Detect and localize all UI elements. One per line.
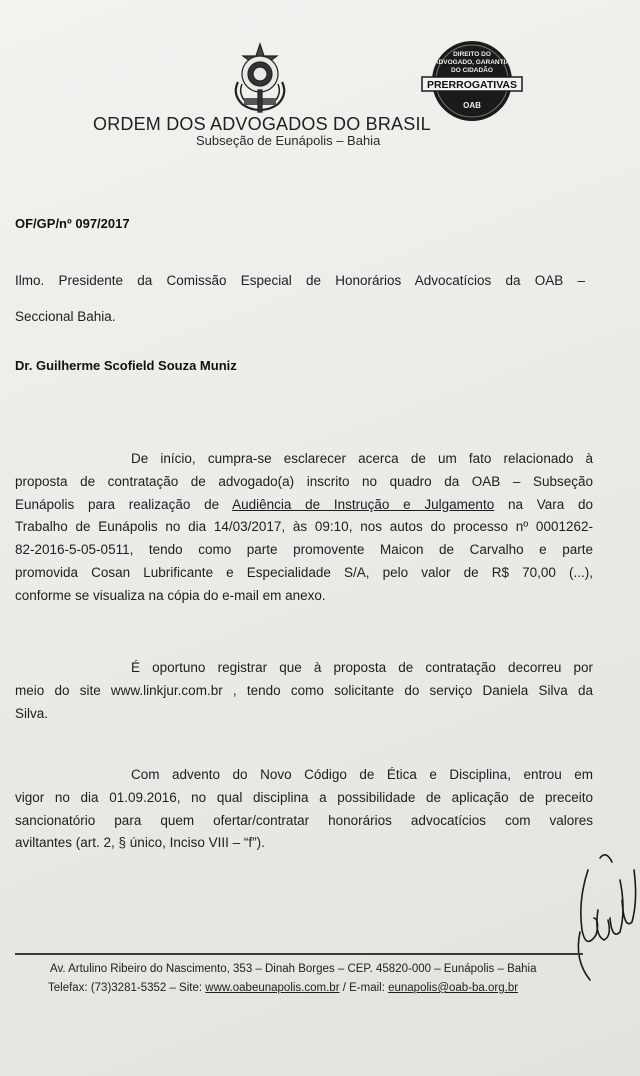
paragraph-line: meio do site www.linkjur.com.br , tendo como solicitante do serviço Daniela Silva da [15, 682, 593, 698]
paragraph-line: sancionatório para quem ofertar/contratar honorários advocatícios com valores [15, 812, 593, 828]
footer-contact [48, 982, 578, 994]
body-paragraph-3 [15, 764, 593, 855]
handwritten-signature [560, 840, 640, 1000]
footer-phone: Telefax: (73)3281-5352 – Site: [48, 982, 206, 994]
paragraph-line: proposta de contratação de advogado(a) inscrito no quadro da OAB – Subseção [15, 473, 593, 489]
addressee-line-2: Seccional Bahia. [15, 309, 116, 324]
paragraph-line: 82-2016-5-05-0511, tendo como parte promovente Maicon de Carvalho e parte [15, 542, 593, 558]
prerrogativas-seal [420, 38, 524, 124]
paragraph-line: Trabalho de Eunápolis no dia 14/03/2017, às 09:10, nos autos do processo nº 0001262- [15, 519, 593, 535]
paragraph-line: Com advento do Novo Código de Ética e Disciplina, entrou em [131, 767, 593, 782]
footer-divider [15, 953, 583, 955]
paragraph-line: conforme se visualiza na cópia do e-mail em anexo. [15, 587, 326, 603]
footer-email-label: / E-mail: [339, 982, 389, 994]
document-reference: OF/GP/nº 097/2017 [15, 216, 130, 231]
seal-line3: DO CIDADÃO [451, 67, 493, 74]
paragraph-line: Silva. [15, 705, 49, 721]
organization-name: ORDEM DOS ADVOGADOS DO BRASIL [93, 114, 431, 134]
footer-site-link[interactable]: www.oabeunapolis.com.br [205, 982, 340, 994]
subsection-name: Subseção de Eunápolis – Bahia [196, 133, 381, 148]
seal-logo: OAB [463, 101, 481, 110]
paragraph-line: De início, cumpra-se esclarecer acerca de um fato relacionado à [131, 451, 593, 466]
hearing-type-underlined: Audiência de Instrução e Julgamento [232, 496, 495, 512]
recipient-name: Dr. Guilherme Scofield Souza Muniz [15, 358, 237, 373]
seal-line2: ADVOGADO, GARANTIA [433, 59, 511, 66]
footer-email-link[interactable]: eunapolis@oab-ba.org.br [388, 982, 519, 994]
paragraph-line: vigor no dia 01.09.2016, no qual disciplina a possibilidade de aplicação de preceito [15, 789, 593, 805]
footer-address: Av. Artulino Ribeiro do Nascimento, 353 – Dinah Borges – CEP. 45820-000 – Eunápolis – Bahia [50, 963, 537, 975]
paragraph-line [15, 494, 593, 517]
coat-of-arms-emblem [228, 42, 292, 116]
seal-line1: DIREITO DO [453, 51, 491, 58]
text-fragment: Eunápolis para realização de [15, 496, 233, 512]
paragraph-line: promovida Cosan Lubrificante e Especialidade S/A, pelo valor de R$ 70,00 (...), [15, 564, 593, 580]
paragraph-line: aviltantes (art. 2, § único, Inciso VIII – “f”). [15, 835, 265, 851]
paragraph-line: É oportuno registrar que à proposta de contratação decorreu por [131, 660, 593, 675]
body-paragraph-1 [15, 448, 593, 608]
seal-banner: PRERROGATIVAS [426, 79, 518, 91]
addressee-line-1: Ilmo. Presidente da Comissão Especial de Honorários Advocatícios da OAB – [15, 273, 585, 288]
text-fragment: na Vara do [494, 496, 593, 512]
body-paragraph-2 [15, 657, 593, 725]
